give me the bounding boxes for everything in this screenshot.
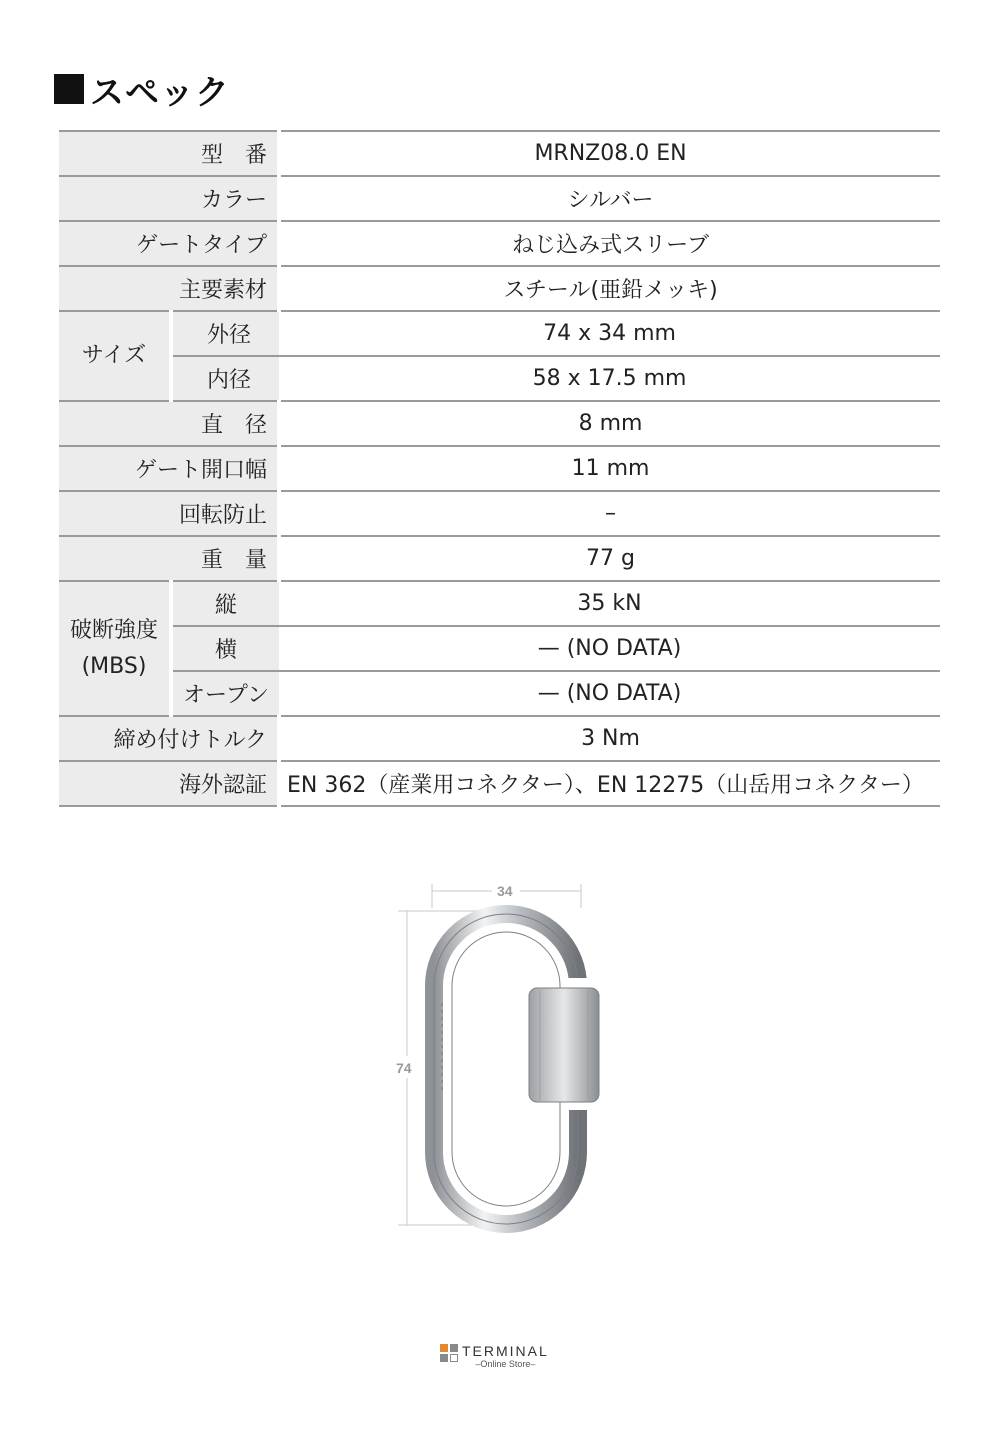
spec-row-certification <box>59 761 940 806</box>
spec-row-diameter <box>59 401 940 446</box>
spec-label: ゲートタイプ <box>59 221 279 266</box>
spec-value: スチール(亜鉛メッキ) <box>279 266 940 311</box>
spec-value: 35 kN <box>279 581 940 626</box>
spec-label: 型番 <box>59 131 279 176</box>
spec-row-gate-type <box>59 221 940 266</box>
spec-group-label-strength: 破断強度 (MBS) <box>59 581 171 716</box>
spec-sub-label: 横 <box>171 626 279 671</box>
carabiner-figure <box>390 878 610 1238</box>
spec-value: 58 x 17.5 mm <box>279 356 940 401</box>
spec-label: 回転防止 <box>59 491 279 536</box>
spec-label: 主要素材 <box>59 266 279 311</box>
spec-value: 77 g <box>279 536 940 581</box>
spec-value: 8 mm <box>279 401 940 446</box>
spec-row-gate-opening <box>59 446 940 491</box>
spec-value: 11 mm <box>279 446 940 491</box>
spec-row-strength-major <box>59 581 940 626</box>
spec-label: 締め付けトルク <box>59 716 279 761</box>
spec-sub-label: 縦 <box>171 581 279 626</box>
spec-row-torque <box>59 716 940 761</box>
spec-row-weight <box>59 536 940 581</box>
spec-sub-label: 内径 <box>171 356 279 401</box>
heading-title: スペック <box>90 72 230 113</box>
spec-value: — (NO DATA) <box>279 671 940 716</box>
terminal-logo-icon <box>440 1344 458 1362</box>
spec-label: カラー <box>59 176 279 221</box>
spec-row-model <box>59 131 940 176</box>
section-heading <box>54 66 230 112</box>
spec-row-material <box>59 266 940 311</box>
spec-label: 海外認証 <box>59 761 279 806</box>
spec-sub-label: オープン <box>171 671 279 716</box>
spec-sub-label: 外径 <box>171 311 279 356</box>
spec-value: MRNZ08.0 EN <box>279 131 940 176</box>
spec-row-strength-minor <box>59 626 940 671</box>
logo-brand: TERMINAL <box>462 1343 549 1359</box>
spec-label: 重量 <box>59 536 279 581</box>
spec-value: ねじ込み式スリーブ <box>279 221 940 266</box>
carabiner-illustration <box>390 878 610 1238</box>
spec-value: EN 362（産業用コネクター）、EN 12275（山岳用コネクター） <box>279 761 940 806</box>
spec-row-size-outer <box>59 311 940 356</box>
spec-label: 直径 <box>59 401 279 446</box>
spec-row-color <box>59 176 940 221</box>
spec-value: 3 Nm <box>279 716 940 761</box>
spec-label: ゲート開口幅 <box>59 446 279 491</box>
spec-row-strength-open <box>59 671 940 716</box>
logo-subtitle: –Online Store– <box>475 1359 536 1369</box>
spec-value: シルバー <box>279 176 940 221</box>
spec-table <box>59 130 940 807</box>
width-dimension-label: 34 <box>497 883 513 899</box>
heading-square-icon <box>54 74 84 104</box>
spec-value: — (NO DATA) <box>279 626 940 671</box>
footer-logo <box>440 1344 549 1368</box>
height-dimension-label: 74 <box>396 1060 412 1076</box>
spec-group-label-size: サイズ <box>59 311 171 401</box>
spec-value: – <box>279 491 940 536</box>
spec-row-anti-rotation <box>59 491 940 536</box>
spec-value: 74 x 34 mm <box>279 311 940 356</box>
spec-row-size-inner <box>59 356 940 401</box>
